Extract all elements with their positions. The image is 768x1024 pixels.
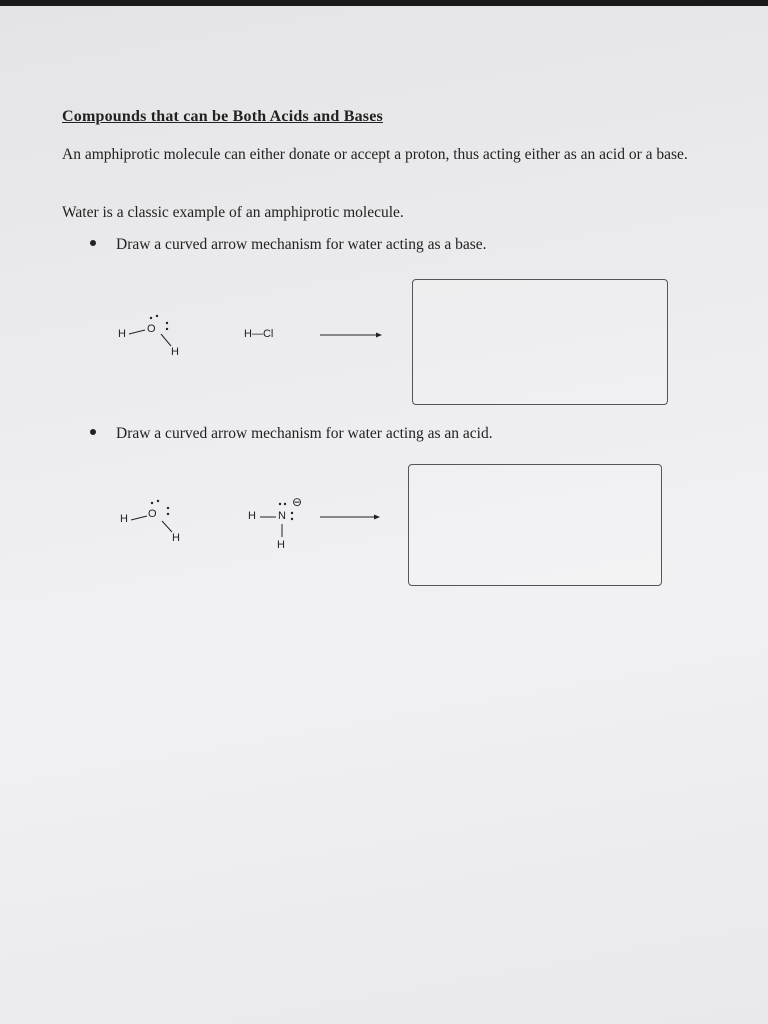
- amide-h-bottom: H: [277, 539, 285, 551]
- lone-pair-dot: [291, 518, 293, 520]
- hcl-molecule: H—Cl: [244, 328, 274, 340]
- section-title: Compounds that can be Both Acids and Bases: [62, 108, 383, 125]
- water-acid-oxygen: O: [148, 508, 157, 520]
- lone-pair-dot: [166, 322, 168, 324]
- water-base-h-bottom: H: [171, 346, 179, 358]
- intro-paragraph: An amphiprotic molecule can either donate or accept a proton, thus acting either as an acid or a base.: [62, 146, 688, 163]
- amide-nitrogen: N: [278, 510, 286, 522]
- water-example-paragraph: Water is a classic example of an amphiprotic molecule.: [62, 204, 404, 221]
- lone-pair-dot: [150, 317, 152, 319]
- o-h-bond: [129, 330, 145, 334]
- answer-box-acid[interactable]: [408, 464, 662, 586]
- water-acid-h-left: H: [120, 513, 128, 525]
- lone-pair-dot: [167, 513, 169, 515]
- lone-pair-dot: [166, 328, 168, 330]
- amide-h-left: H: [248, 510, 256, 522]
- lone-pair-dot: [151, 502, 153, 504]
- question-base-text: Draw a curved arrow mechanism for water acting as a base.: [116, 236, 487, 253]
- question-acid-text: Draw a curved arrow mechanism for water acting as an acid.: [116, 425, 493, 442]
- negative-charge-icon: ⊖: [292, 495, 303, 509]
- lone-pair-dot: [157, 500, 159, 502]
- answer-box-base[interactable]: [412, 279, 668, 405]
- reaction-arrowhead-1: [376, 333, 382, 338]
- lone-pair-dot: [156, 315, 158, 317]
- o-h-bond: [162, 521, 172, 532]
- amide-structure: [260, 503, 293, 537]
- lone-pair-dot: [167, 507, 169, 509]
- water-base-h-left: H: [118, 328, 126, 340]
- lone-pair-dot: [284, 503, 286, 505]
- reaction-arrowhead-2: [374, 515, 380, 520]
- o-h-bond: [161, 334, 171, 346]
- o-h-bond: [131, 516, 147, 520]
- water-acid-h-bottom: H: [172, 532, 180, 544]
- lone-pair-dot: [279, 503, 281, 505]
- water-base-oxygen: O: [147, 323, 156, 335]
- lone-pair-dot: [291, 512, 293, 514]
